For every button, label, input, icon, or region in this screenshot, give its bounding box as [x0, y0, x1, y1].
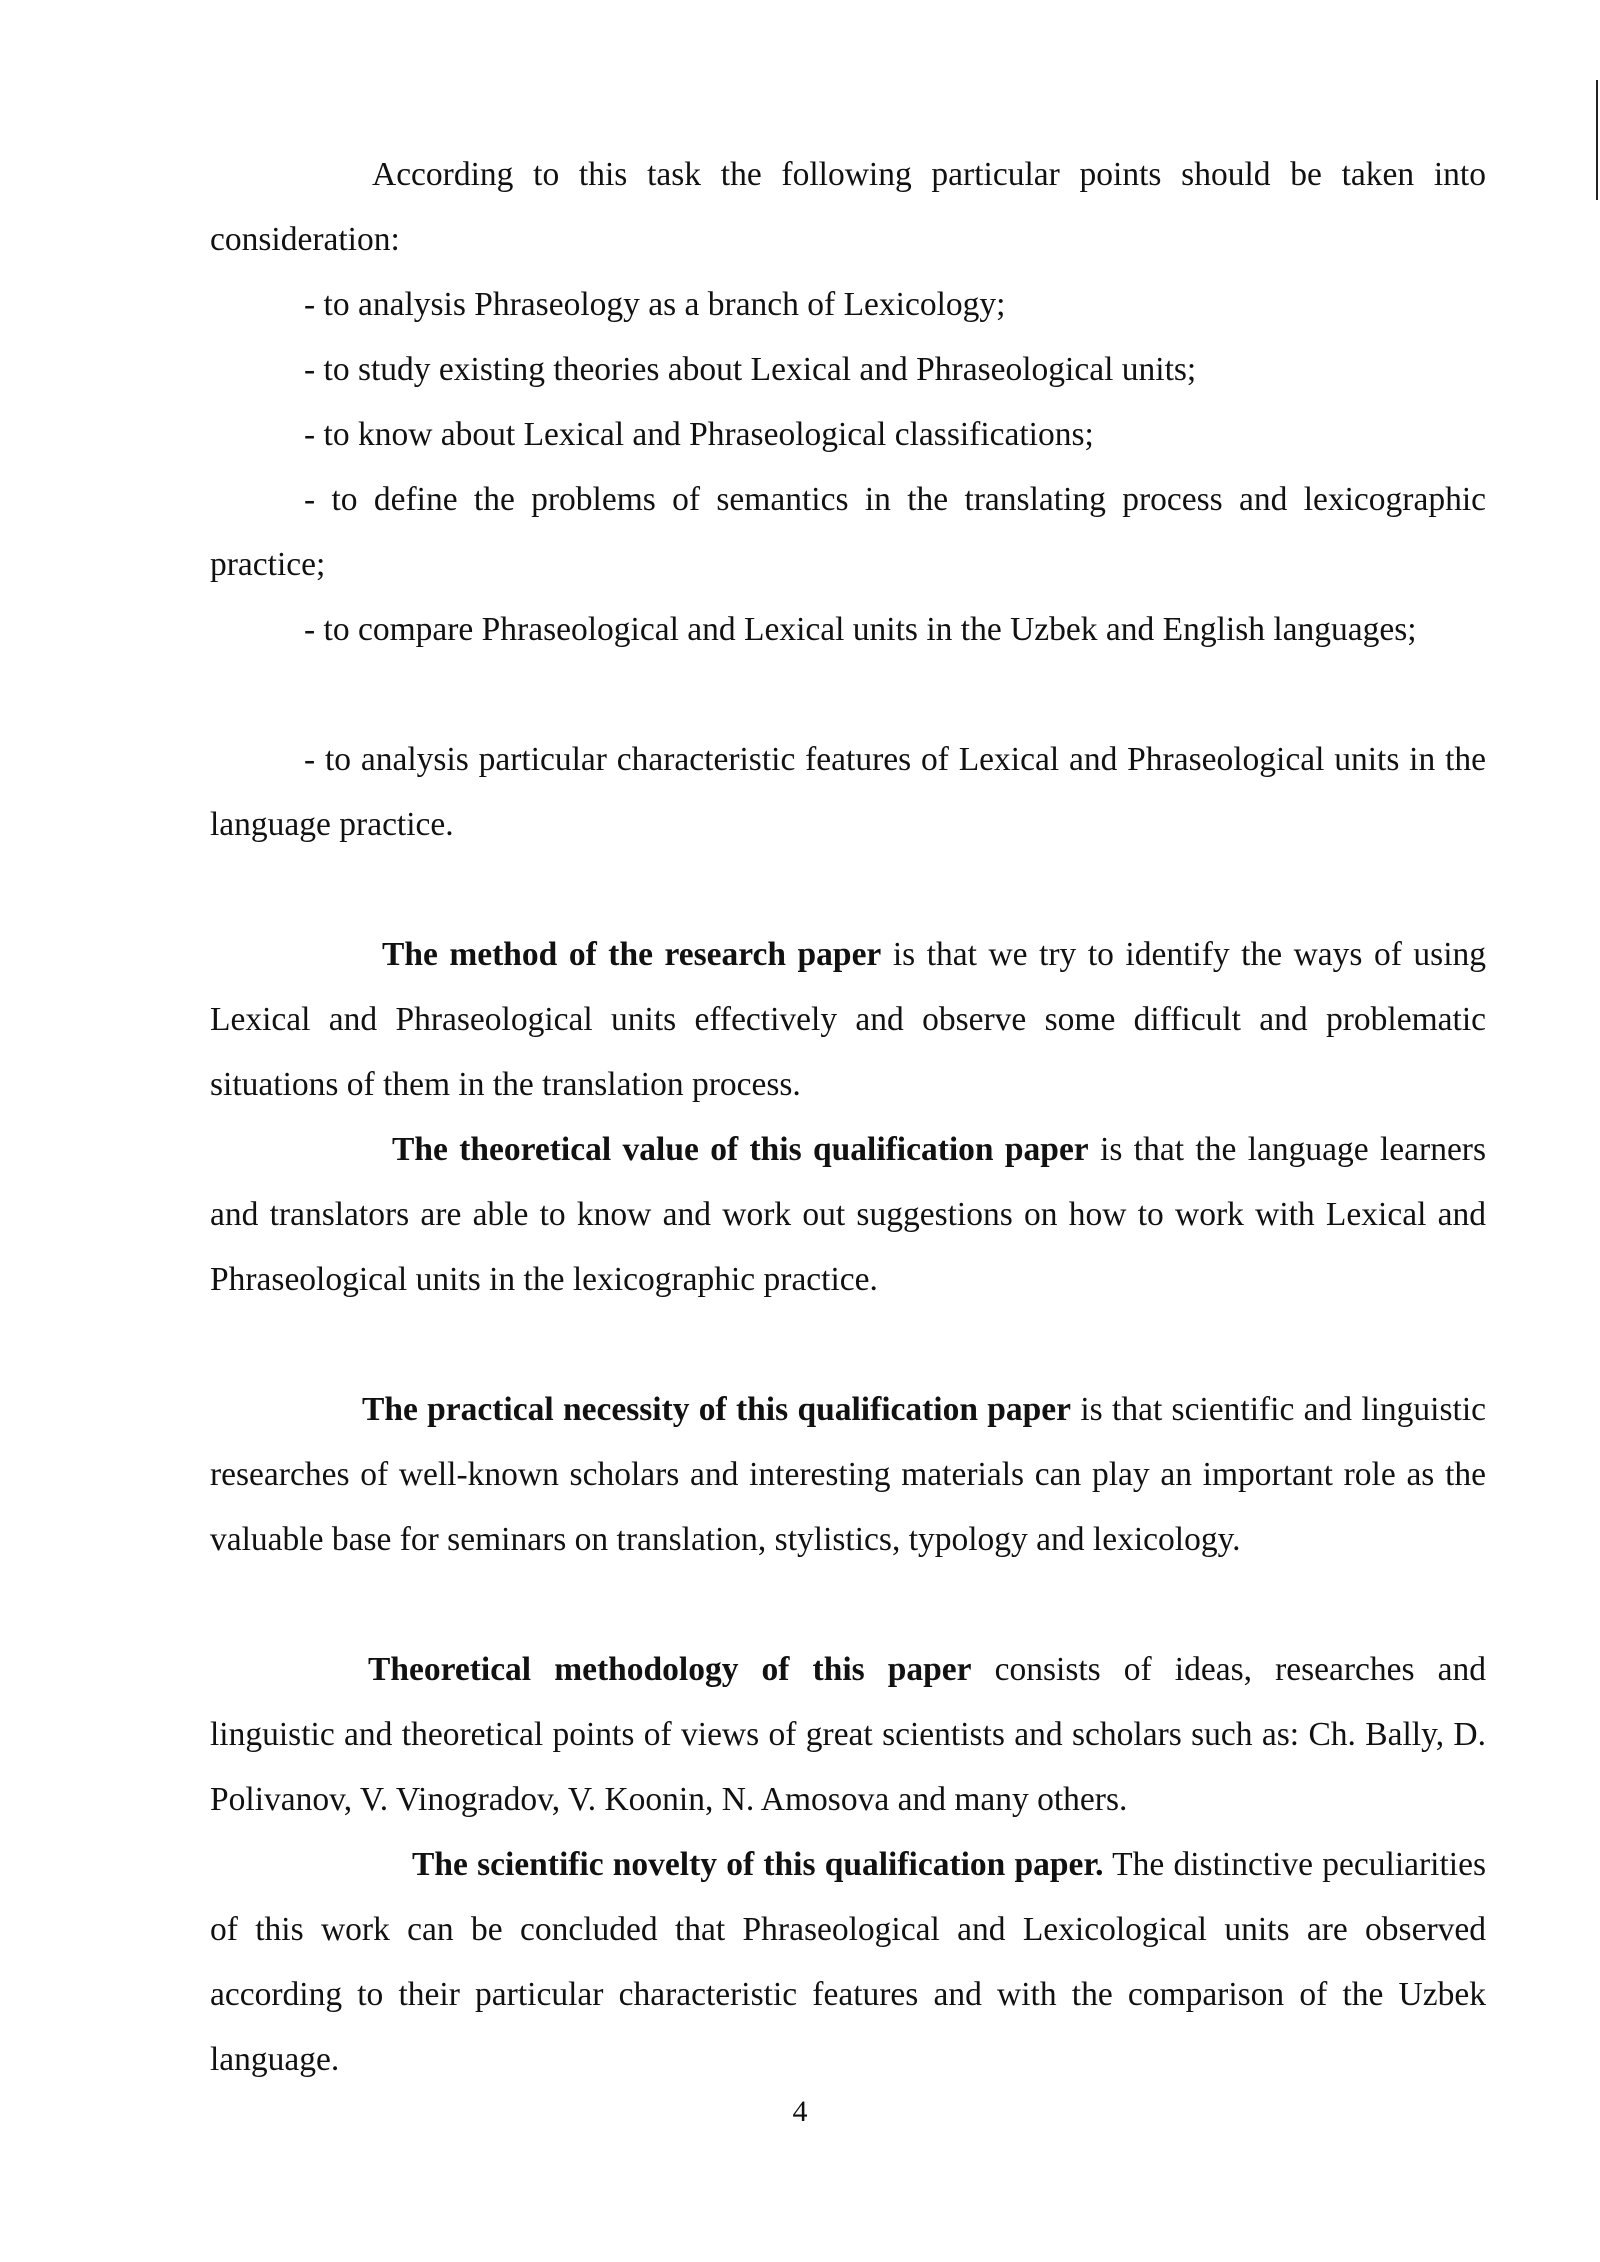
- page-edge-line: [1596, 80, 1598, 200]
- theoretical-value-heading: The theoretical value of this qualification paper: [392, 1131, 1089, 1168]
- page-number: 4: [792, 2095, 808, 2128]
- methodology-heading: Theoretical methodology of this paper: [368, 1651, 972, 1688]
- methodology-paragraph: [210, 1637, 1486, 1832]
- point-item: - to analysis Phraseology as a branch of Lexicology;: [304, 286, 1006, 323]
- point-item: - to analysis particular characteristic features of Lexical and Phraseological units in the language practice.: [210, 741, 1486, 843]
- point-item: - to define the problems of semantics in the translating process and lexicographic practice;: [210, 481, 1486, 583]
- practical-necessity-heading: The practical necessity of this qualification paper: [362, 1391, 1072, 1428]
- novelty-paragraph: [210, 1832, 1486, 2092]
- novelty-text: The distinctive peculiarities of this work can be concluded that Phraseological and Lexicological units are observed according to their particular characteristic features and with the comparison of the Uzbek language.: [210, 1846, 1486, 2078]
- point-item: - to know about Lexical and Phraseological classifications;: [304, 416, 1094, 453]
- method-paragraph: [210, 922, 1486, 1117]
- point-item: - to study existing theories about Lexical and Phraseological units;: [304, 351, 1197, 388]
- intro-paragraph: According to this task the following particular points should be taken into consideration:: [210, 156, 1486, 258]
- theoretical-value-paragraph: [210, 1117, 1486, 1312]
- novelty-heading: The scientific novelty of this qualification paper.: [412, 1846, 1104, 1883]
- point-item: - to compare Phraseological and Lexical units in the Uzbek and English languages;: [304, 611, 1417, 648]
- theoretical-value-text: is that the language learners and translators are able to know and work out suggestions on how to work with Lexical and Phraseological units in the lexicographic practice.: [210, 1131, 1487, 1298]
- method-heading: The method of the research paper: [382, 936, 882, 973]
- methodology-text: consists of ideas, researches and linguistic and theoretical points of views of great scientists and scholars such as: Ch. Bally, D. Polivanov, V. Vinogradov, V. Koonin, N. Amosova and many others.: [210, 1651, 1487, 1818]
- practical-necessity-text: is that scientific and linguistic researches of well-known scholars and interesting materials can play an important role as the valuable base for seminars on translation, stylistics, typology and lexicology.: [210, 1391, 1487, 1558]
- practical-necessity-paragraph: [210, 1377, 1486, 1572]
- method-text: is that we try to identify the ways of using Lexical and Phraseological units effectively and observe some difficult and problematic situations of them in the translation process.: [210, 936, 1486, 1103]
